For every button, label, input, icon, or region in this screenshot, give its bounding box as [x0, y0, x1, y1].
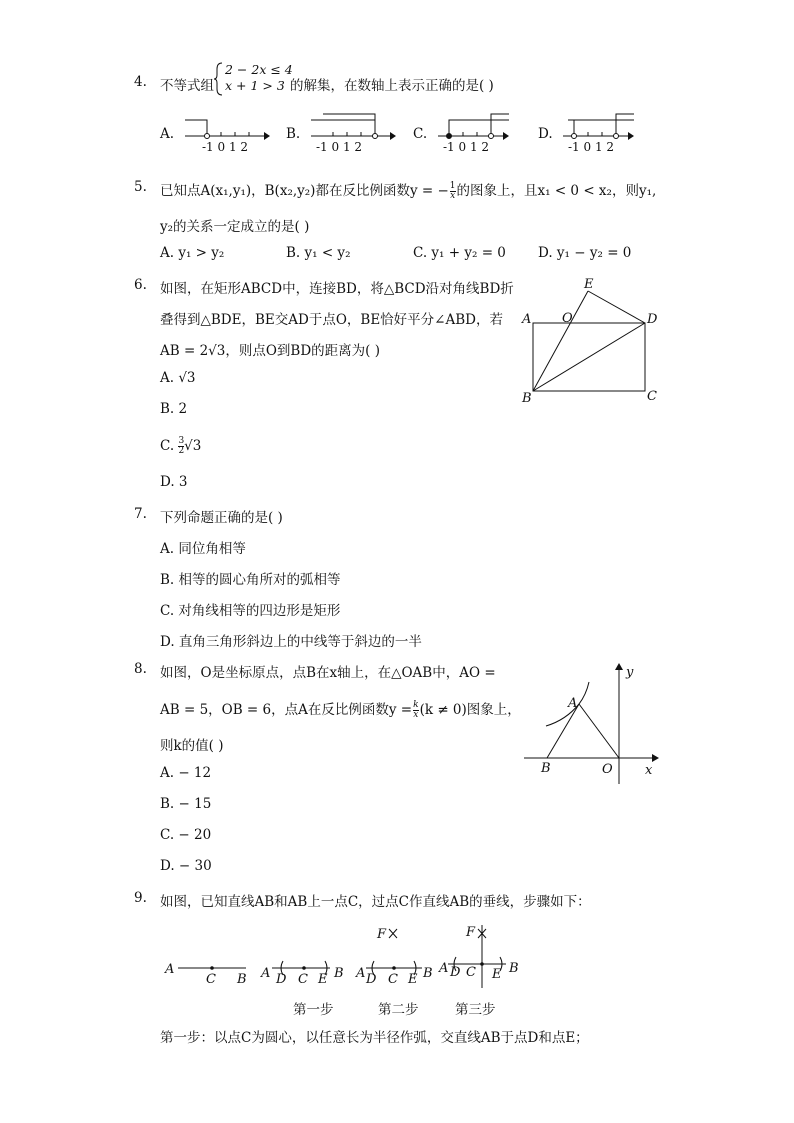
- q6-option-a[interactable]: A. √3: [160, 370, 196, 386]
- q9-step3-caption: 第三步: [455, 1002, 496, 1018]
- q5-option-b[interactable]: B. y₁ < y₂: [286, 245, 351, 261]
- q8-fraction: [413, 701, 418, 720]
- q6-figure: [520, 278, 670, 408]
- q9-s3-a: A: [439, 961, 449, 976]
- q5-line1-text: 已知点A(x₁,y₁)，B(x₂,y₂)都在反比例函数y = −: [160, 183, 449, 199]
- q6-label-a: A: [522, 312, 532, 327]
- q9-s2b-a: A: [356, 966, 366, 981]
- q9-s3-e: E: [492, 967, 502, 982]
- q4-text-pre: 不等式组: [160, 78, 214, 94]
- q7-option-d[interactable]: D. 直角三角形斜边上的中线等于斜边的一半: [160, 634, 422, 650]
- q6-line1: 如图，在矩形ABCD中，连接BD，将△BCD沿对角线BD折: [160, 281, 514, 297]
- q4-option-d-label: D.: [538, 126, 553, 142]
- q9-s3-f: F: [466, 925, 476, 940]
- q8-option-a[interactable]: A. − 12: [160, 765, 212, 781]
- q4-c-ticks: -1 0 1 2: [443, 140, 490, 154]
- q8-label-a: A: [568, 696, 578, 711]
- q8-option-c[interactable]: C. − 20: [160, 827, 212, 843]
- q9-s2b-c: C: [388, 972, 398, 987]
- q8-line2: [160, 698, 521, 720]
- q8-frac-num: k: [413, 700, 419, 710]
- q8-figure: [522, 662, 672, 792]
- q7-number: 7.: [134, 506, 147, 522]
- q8-number: 8.: [134, 661, 147, 677]
- q5-option-a[interactable]: A. y₁ > y₂: [160, 245, 225, 261]
- q8-line3: 则k的值( ): [160, 738, 224, 754]
- q8-line2-post: (k ≠ 0)图象上，: [419, 702, 521, 718]
- q9-s1-a: A: [165, 962, 175, 977]
- q9-step2-caption: 第二步: [378, 1002, 419, 1018]
- q9-line1: 如图，已知直线AB和AB上一点C，过点C作直线AB的垂线，步骤如下：: [160, 894, 591, 910]
- q4-option-c-numberline: [433, 112, 533, 152]
- q4-text-post: 的解集，在数轴上表示正确的是( ): [290, 78, 494, 94]
- q5-number: 5.: [134, 179, 147, 195]
- q4-option-b-label: B.: [286, 126, 301, 142]
- q6-c-den: 2: [178, 446, 185, 456]
- q4-ineq1: 2 − 2x ≤ 4: [225, 62, 293, 77]
- q8-label-x: x: [645, 763, 653, 778]
- q9-s2b-f: F: [377, 927, 387, 942]
- q6-option-c-label: C.: [160, 438, 179, 454]
- q4-b-ticks: -1 0 1 2: [316, 140, 363, 154]
- q4-option-c[interactable]: [413, 126, 427, 142]
- q6-label-c: C: [647, 389, 657, 404]
- q4-number: 4.: [134, 74, 147, 90]
- q8-frac-den: x: [413, 710, 419, 720]
- q9-s2-a: A: [261, 966, 271, 981]
- q6-c-tail: √3: [184, 438, 202, 454]
- q5-fraction: [450, 182, 456, 201]
- q6-c-num: 3: [178, 436, 185, 446]
- q9-s3-b: B: [509, 961, 519, 976]
- q7-line1: 下列命题正确的是( ): [160, 510, 283, 526]
- q5-line2: y₂的关系一定成立的是( ): [160, 219, 310, 235]
- q4-option-d[interactable]: [538, 126, 553, 142]
- q4-option-d-numberline: [558, 112, 658, 152]
- q9-s2-d: D: [276, 972, 287, 987]
- q9-figure-step1: [160, 950, 260, 990]
- q9-figure-step2: [260, 950, 360, 990]
- q6-line3: AB = 2√3，则点O到BD的距离为( ): [160, 343, 380, 359]
- q9-step1-text: 第一步：以点C为圆心，以任意长为半径作弧，交直线AB于点D和点E；: [160, 1030, 589, 1046]
- q8-label-b: B: [541, 761, 551, 776]
- q6-number: 6.: [134, 277, 147, 293]
- q6-label-e: E: [584, 277, 594, 292]
- q5-option-d[interactable]: D. y₁ − y₂ = 0: [538, 245, 632, 261]
- q4-a-ticks: -1 0 1 2: [202, 140, 249, 154]
- q6-label-o: O: [562, 311, 573, 326]
- q8-option-d[interactable]: D. − 30: [160, 858, 212, 874]
- q9-s2b-d: D: [366, 972, 377, 987]
- q9-s1-b: B: [237, 972, 247, 987]
- q4-option-c-label: C.: [413, 126, 428, 142]
- q7-option-c[interactable]: C. 对角线相等的四边形是矩形: [160, 603, 341, 619]
- q7-option-a[interactable]: A. 同位角相等: [160, 541, 246, 557]
- q9-s3-c: C: [466, 965, 476, 980]
- q7-option-b[interactable]: B. 相等的圆心角所对的弧相等: [160, 572, 341, 588]
- q9-s1-c: C: [206, 972, 216, 987]
- q4-brace: [214, 62, 224, 96]
- q9-s2-e: E: [318, 972, 328, 987]
- q6-option-b[interactable]: B. 2: [160, 401, 188, 417]
- q4-d-ticks: -1 0 1 2: [568, 140, 615, 154]
- q9-step1-caption: 第一步: [293, 1002, 334, 1018]
- q5-frac-den: x: [450, 191, 456, 201]
- q9-s2-c: C: [298, 972, 308, 987]
- q4-stem: [160, 74, 214, 94]
- q9-s2b-e: E: [408, 972, 418, 987]
- q6-label-d: D: [647, 312, 658, 327]
- q4-option-b-numberline: [306, 112, 406, 152]
- q8-option-b[interactable]: B. − 15: [160, 796, 212, 812]
- q4-option-a[interactable]: [160, 126, 174, 142]
- q9-number: 9.: [134, 890, 147, 906]
- q9-s2-b: B: [334, 966, 344, 981]
- q9-figure-step3: [438, 920, 538, 990]
- q5-frac-num: 1: [449, 181, 456, 191]
- q5-option-c[interactable]: C. y₁ + y₂ = 0: [413, 245, 506, 261]
- q6-option-d[interactable]: D. 3: [160, 474, 188, 490]
- q6-label-b: B: [522, 391, 532, 406]
- q4-option-a-numberline: [180, 112, 280, 152]
- q9-s3-d: D: [450, 965, 461, 980]
- q5-line1-post: 的图象上，且x₁ < 0 < x₂，则y₁,: [456, 183, 657, 199]
- q4-option-a-label: A.: [160, 126, 175, 142]
- q6-option-c[interactable]: [160, 437, 201, 456]
- q8-label-o: O: [602, 762, 613, 777]
- q4-ineq2: x + 1 > 3: [225, 78, 285, 93]
- q8-line2-pre: AB = 5，OB = 6，点A在反比例函数y =: [160, 702, 413, 718]
- q8-line1: 如图，O是坐标原点，点B在x轴上，在△OAB中，AO =: [160, 665, 496, 681]
- q5-line1: [160, 179, 656, 201]
- q9-s2b-b: B: [423, 966, 433, 981]
- q8-label-y: y: [626, 665, 634, 680]
- q6-line2: 叠得到△BDE，BE交AD于点O，BE恰好平分∠ABD，若: [160, 312, 503, 328]
- q4-option-b[interactable]: [286, 126, 300, 142]
